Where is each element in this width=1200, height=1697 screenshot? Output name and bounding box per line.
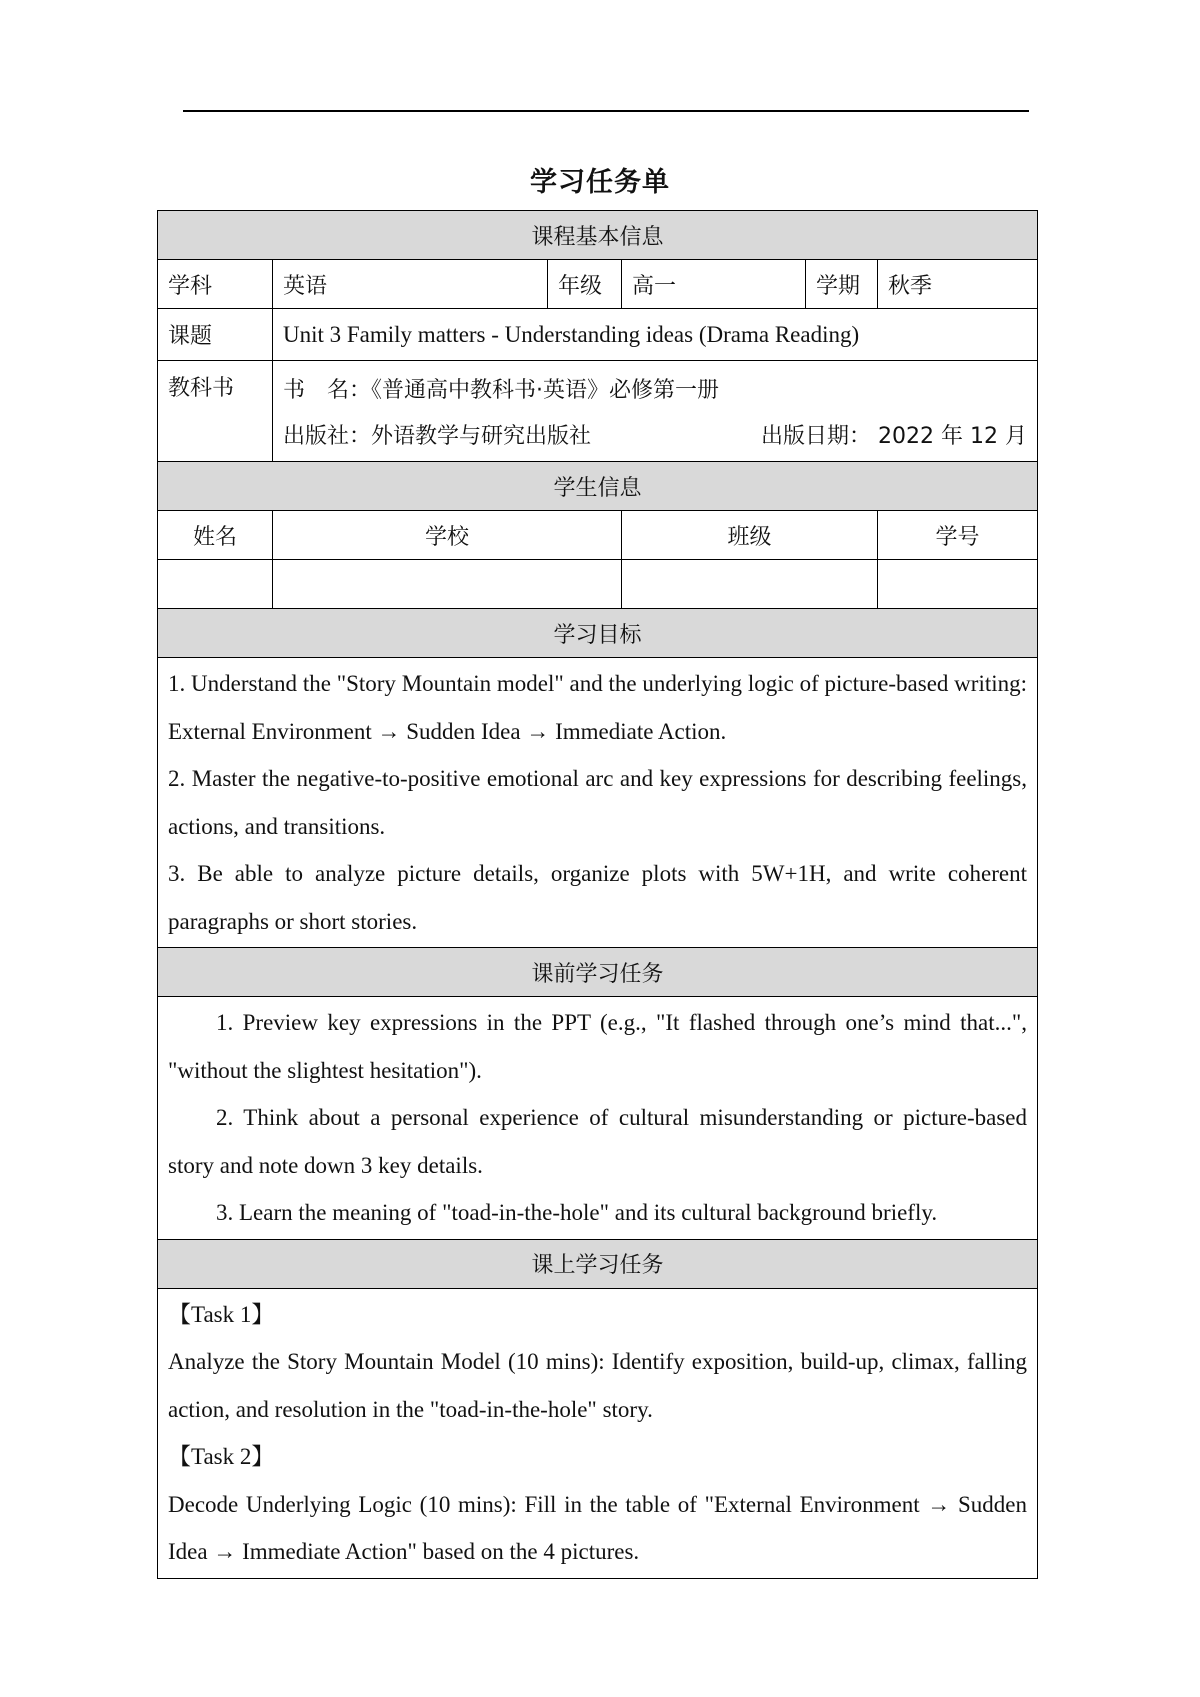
- section-title: 课上学习任务: [158, 1239, 1038, 1288]
- topic-label: 课题: [158, 309, 273, 361]
- task-label: 【Task 2】: [168, 1444, 275, 1469]
- book-name: 书 名：《普通高中教科书·英语》必修第一册: [283, 378, 719, 403]
- pre-class-task: 3. Learn the meaning of "toad-in-the-hole" and its cultural background briefly.: [216, 1200, 938, 1225]
- textbook-label: 教科书: [158, 361, 273, 462]
- objectives-content: [158, 658, 1038, 948]
- student-value-row: [158, 560, 1038, 609]
- section-header-objectives: [158, 609, 1038, 658]
- student-id-field[interactable]: [878, 560, 1038, 609]
- in-class-content: [158, 1288, 1038, 1578]
- pre-class-content: [158, 997, 1038, 1240]
- pre-class-task: 1. Preview key expressions in the PPT (e.g., "It flashed through one’s mind that...", "without the slightest hesitation").: [168, 1010, 1028, 1083]
- section-title: 学生信息: [158, 462, 1038, 511]
- class-header: 班级: [622, 511, 878, 560]
- grade-label: 年级: [548, 260, 622, 309]
- publisher: 出版社：外语教学与研究出版社: [283, 424, 592, 449]
- task-text: Analyze the Story Mountain Model (10 mins): Identify exposition, build-up, climax, falling action, and resolution in the "toad-in-the-hole" story.: [168, 1349, 1028, 1422]
- document-title: 学习任务单: [530, 167, 670, 198]
- section-title: 学习目标: [158, 609, 1038, 658]
- publisher-info: [283, 417, 1027, 461]
- basic-info-row: [158, 260, 1038, 309]
- pre-class-task: 2. Think about a personal experience of cultural misunderstanding or picture-based story and note down 3 key details.: [168, 1105, 1028, 1178]
- textbook-row: [158, 361, 1038, 462]
- term-value: 秋季: [878, 260, 1038, 309]
- student-header-row: [158, 511, 1038, 560]
- student-id-header: 学号: [878, 511, 1038, 560]
- objective-item: 3. Be able to analyze picture details, organize plots with 5W+1H, and write coherent paragraphs or short stories.: [168, 861, 1028, 934]
- name-header: 姓名: [158, 511, 273, 560]
- objective-item: 1. Understand the "Story Mountain model" and the underlying logic of picture-based writing: External Environment → Sudden Idea → Immediate Action.: [168, 671, 1028, 744]
- subject-label: 学科: [158, 260, 273, 309]
- task-label: 【Task 1】: [168, 1301, 275, 1327]
- subject-value: 英语: [273, 260, 548, 309]
- section-title: 课程基本信息: [158, 211, 1038, 260]
- section-title: 课前学习任务: [158, 948, 1038, 997]
- in-class-row: [158, 1288, 1038, 1578]
- header-rule: [183, 110, 1029, 112]
- school-field[interactable]: [273, 560, 622, 609]
- section-header-in-class: [158, 1239, 1038, 1288]
- pre-class-row: [158, 997, 1038, 1240]
- task-text: Decode Underlying Logic (10 mins): Fill in the table of "External Environment → Sudden Idea → Immediate Action" based on the 4 pictures.: [168, 1491, 1028, 1564]
- class-field[interactable]: [622, 560, 878, 609]
- name-field[interactable]: [158, 560, 273, 609]
- section-header-student-info: [158, 462, 1038, 511]
- textbook-info: [273, 361, 1038, 462]
- publish-date: 出版日期： 2022 年 12 月: [761, 424, 1028, 449]
- topic-row: [158, 309, 1038, 361]
- section-header-pre-class: [158, 948, 1038, 997]
- grade-value: 高一: [622, 260, 806, 309]
- section-header-basic-info: [158, 211, 1038, 260]
- school-header: 学校: [273, 511, 622, 560]
- task-sheet-table: [157, 210, 1038, 1579]
- objective-item: 2. Master the negative-to-positive emotional arc and key expressions for describing feelings, actions, and transitions.: [168, 766, 1028, 839]
- topic-value: Unit 3 Family matters - Understanding ideas (Drama Reading): [273, 309, 1038, 361]
- objectives-row: [158, 658, 1038, 948]
- term-label: 学期: [806, 260, 878, 309]
